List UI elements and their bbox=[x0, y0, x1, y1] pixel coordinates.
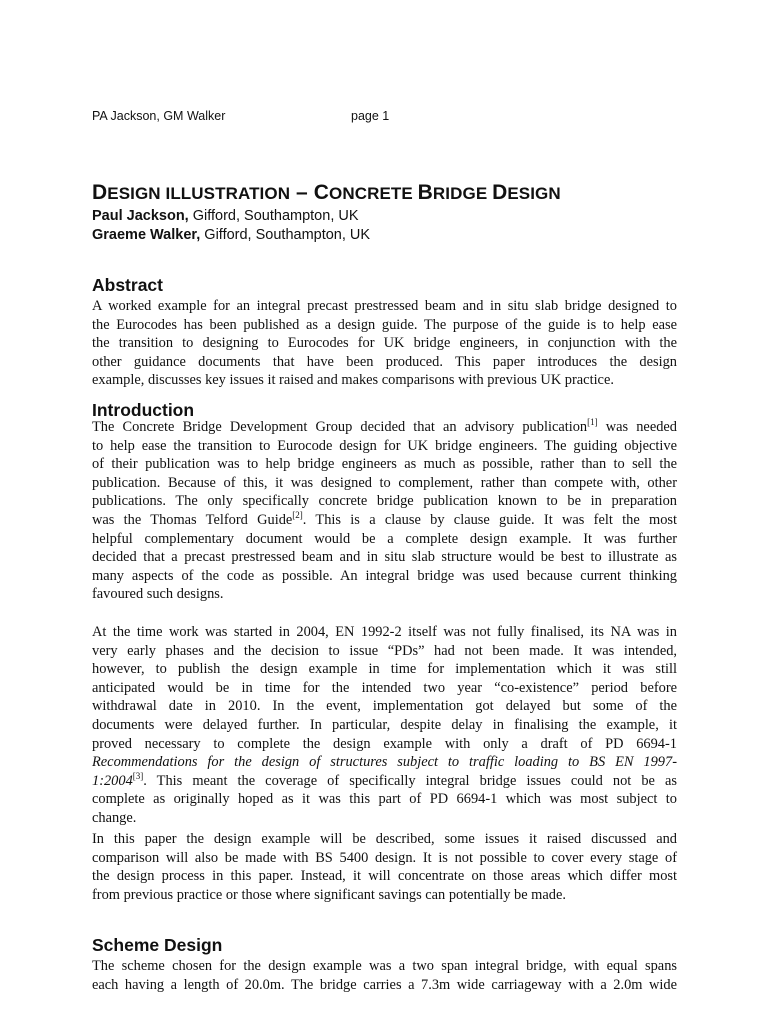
author-affiliation: Gifford, Southampton, UK bbox=[200, 227, 371, 243]
text-line: At the time work was started in 2004, EN 1992-2 itself was not fully finalised, its NA was in bbox=[92, 624, 677, 640]
text-line: from previous practice or those where significant savings can potentially be made. bbox=[92, 886, 566, 903]
section-heading-abstract: Abstract bbox=[92, 275, 163, 295]
citation-ref: [3] bbox=[132, 770, 144, 781]
cited-document-title: Recommendations for the design of structures subject to traffic loading to BS EN 1997- bbox=[92, 754, 677, 771]
text-line: change. bbox=[92, 809, 137, 826]
author-line bbox=[92, 208, 359, 224]
text-line: the transition to designing to Eurocodes for UK bridge engineers, in conjunction with the bbox=[92, 335, 677, 352]
introduction-paragraph-1 bbox=[92, 418, 677, 604]
text-line bbox=[92, 753, 677, 772]
text-line: example, discusses key issues it raised and makes comparisons with previous UK practice. bbox=[92, 372, 614, 389]
text-line: many aspects of the code as possible. An integral bridge was used because current thinking bbox=[92, 567, 677, 584]
section-heading-introduction: Introduction bbox=[92, 400, 195, 420]
section-heading-scheme-design: Scheme Design bbox=[92, 935, 223, 955]
author-line bbox=[92, 227, 370, 243]
scheme-design-paragraph bbox=[92, 957, 677, 994]
text-line: complete as originally hoped as it was this part of PD 6694-1 which was most subject to bbox=[92, 791, 677, 808]
text-line: documents were delayed further. In particular, despite delay in finalising the example, it bbox=[92, 716, 677, 733]
author-affiliation: Gifford, Southampton, UK bbox=[188, 208, 359, 224]
text-line: A worked example for an integral precast prestressed beam and in situ slab bridge designed to bbox=[92, 298, 677, 314]
author-name: Graeme Walker, bbox=[92, 227, 201, 243]
text-line: publication. Because of this, it was designed to complement, rather than compete with, other bbox=[92, 474, 677, 491]
text-line: favoured such designs. bbox=[92, 586, 224, 603]
text-line: 1:2004[3]. This meant the coverage of specifically integral bridge issues could not be as bbox=[92, 770, 677, 789]
text-line: other guidance documents that have been produced. This paper introduces the design bbox=[92, 353, 677, 370]
text-line: the design process in this paper. Instead, it will concentrate on those areas which differ most bbox=[92, 868, 677, 885]
running-header-authors: PA Jackson, GM Walker bbox=[92, 109, 226, 123]
text-line: The scheme chosen for the design example was a two span integral bridge, with equal spans bbox=[92, 958, 677, 974]
text-line: to help ease the transition to Eurocode design for UK bridge engineers. The guiding objective bbox=[92, 437, 677, 454]
text-line: The Concrete Bridge Development Group decided that an advisory publication[1] was needed bbox=[92, 417, 677, 435]
text-line: the Eurocodes has been published as a design guide. The purpose of the guide is to help ease bbox=[92, 316, 677, 333]
text-line: however, to publish the design example in time for implementation which it was still bbox=[92, 661, 677, 678]
text-line: In this paper the design example will be described, some issues it raised discussed and bbox=[92, 831, 677, 847]
text-line: proved necessary to complete the design example with only a draft of PD 6694-1 bbox=[92, 735, 677, 752]
text-line: very early phases and the decision to issue “PDs” had not been made. It was intended, bbox=[92, 642, 677, 659]
text-line: withdrawal date in 2010. In the event, implementation got delayed but some of the bbox=[92, 698, 677, 715]
text-line: publications. The only specifically concrete bridge publication known to be in preparation bbox=[92, 493, 677, 510]
introduction-paragraph-2 bbox=[92, 623, 677, 828]
text-line: helpful complementary document would be a complete design example. It was further bbox=[92, 530, 677, 547]
abstract-paragraph bbox=[92, 297, 677, 390]
running-header-page-number: page 1 bbox=[351, 109, 390, 123]
text-line: was the Thomas Telford Guide[2]. This is a clause by clause guide. It was felt the most bbox=[92, 509, 677, 528]
text-line: each having a length of 20.0m. The bridge carries a 7.3m wide carriageway with a 2.0m wide bbox=[92, 976, 677, 993]
text-line: of their publication was to help bridge engineers as much as possible, rather than to sell the bbox=[92, 456, 677, 473]
text-line: anticipated would be in time for the intended two year “co-existence” period before bbox=[92, 679, 677, 696]
text-line: decided that a precast prestressed beam and in situ slab structure would be best to illustrate as bbox=[92, 549, 677, 566]
introduction-paragraph-3 bbox=[92, 830, 677, 904]
paper-title: DESIGN ILLUSTRATION – CONCRETE BRIDGE DESIGN bbox=[92, 181, 561, 204]
text-line: comparison will also be made with BS 5400 design. It is not possible to cover every stage of bbox=[92, 849, 677, 866]
author-name: Paul Jackson, bbox=[92, 208, 189, 224]
citation-ref: [2] bbox=[292, 509, 303, 520]
citation-ref: [1] bbox=[587, 417, 598, 427]
